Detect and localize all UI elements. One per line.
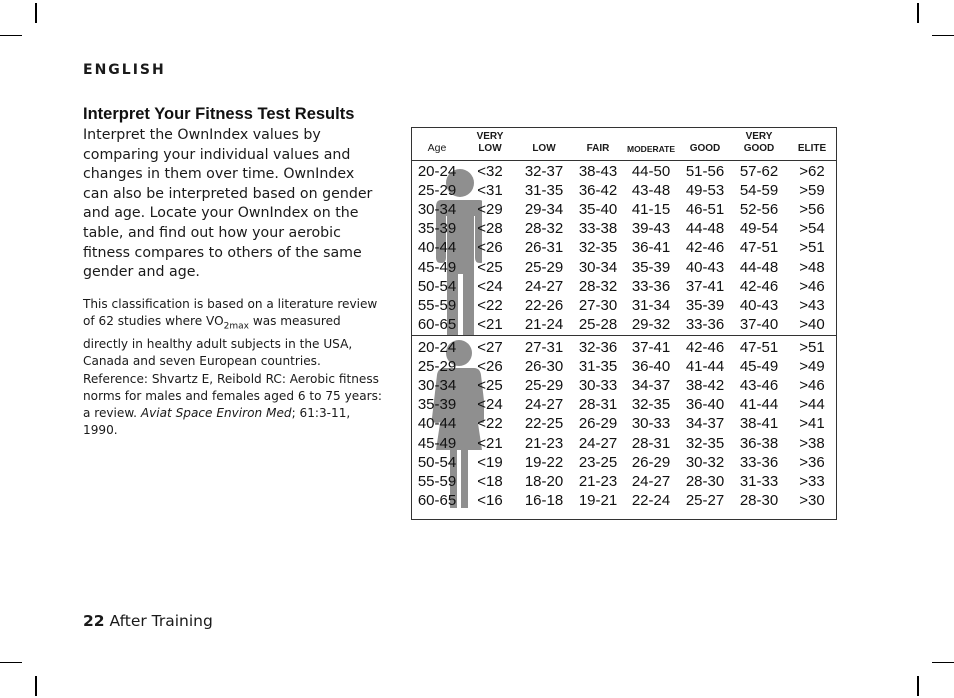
table-cell: 46-51 [685,201,725,219]
table-cell: 49-53 [685,182,725,200]
table-cell: 31-35 [524,182,564,200]
table-cell: 41-44 [739,396,779,414]
age-range-cell: 20-24 [417,163,457,180]
footer-section: After Training [109,612,213,630]
table-cell: 44-50 [631,163,671,180]
table-cell: >48 [799,258,825,276]
table-cell: 38-43 [578,163,618,180]
reference-note [83,296,383,440]
table-cell: 36-41 [631,239,671,257]
column-header [777,131,847,154]
table-cell: >33 [799,472,825,490]
table-cell: 31-35 [578,358,618,376]
age-range-cell: 25-29 [417,358,457,376]
table-cell: 41-44 [685,358,725,376]
crop-mark [932,662,954,663]
column-header-line-2: LOW [478,142,502,154]
crop-mark [917,676,919,696]
table-cell: 32-37 [524,163,564,180]
age-range-cell: 50-54 [417,453,457,471]
table-cell: 43-48 [631,182,671,200]
table-cell: <21 [477,315,503,333]
note-subscript: 2max [223,321,249,332]
page-heading: Interpret Your Fitness Test Results [83,105,355,123]
citation-end: ; 61:3-11, 1990. [83,406,351,438]
table-cell: 43-46 [739,377,779,395]
age-range-cell: 50-54 [417,277,457,295]
table-cell: 35-39 [685,296,725,314]
table-cell: 36-40 [685,396,725,414]
table-cell: >51 [799,339,825,356]
table-cell: 44-48 [685,220,725,238]
table-cell: 33-38 [578,220,618,238]
table-cell: <25 [477,258,503,276]
age-range-cell: 40-44 [417,239,457,257]
table-cell: 30-34 [578,258,618,276]
age-range-cell: 25-29 [417,182,457,200]
age-range-cell: 60-65 [417,315,457,333]
age-range-cell: 30-34 [417,201,457,219]
table-cell: >44 [799,396,825,414]
table-cell: 28-32 [524,220,564,238]
table-cell: 30-32 [685,453,725,471]
table-cell: 26-31 [524,239,564,257]
table-cell: <22 [477,296,503,314]
table-cell: 28-31 [578,396,618,414]
table-cell: 32-35 [631,396,671,414]
table-cell: >46 [799,277,825,295]
table-cell: >38 [799,434,825,452]
table-cell: <19 [477,453,503,471]
table-cell: 28-32 [578,277,618,295]
table-cell: >51 [799,239,825,257]
table-cell: 30-33 [631,415,671,433]
table-cell: <24 [477,277,503,295]
crop-mark [0,35,22,36]
column-header-line-1 [777,131,847,143]
age-range-cell: 60-65 [417,491,457,509]
column-header-line-2: ELITE [797,142,827,154]
table-cell: 26-29 [631,453,671,471]
table-cell: 28-30 [739,491,779,509]
table-cell: <21 [477,434,503,452]
age-range-cell: 35-39 [417,220,457,238]
table-cell: 22-25 [524,415,564,433]
table-cell: 16-18 [524,491,564,509]
table-cell: <22 [477,415,503,433]
journal-name: Aviat Space Environ Med [140,406,292,421]
table-cell: 33-36 [631,277,671,295]
table-cell: 36-40 [631,358,671,376]
table-cell: <27 [477,339,503,356]
column-header-line-2: GOOD [743,142,775,154]
column-header-line-2: LOW [532,142,556,154]
table-cell: >54 [799,220,825,238]
table-cell: <25 [477,377,503,395]
table-cell: <16 [477,491,503,509]
table-cell: 39-43 [631,220,671,238]
table-cell: <29 [477,201,503,219]
table-cell: <31 [477,182,503,200]
header-divider [412,160,836,161]
crop-mark [35,3,37,23]
table-cell: 18-20 [524,472,564,490]
column-header-line-2: FAIR [586,142,610,154]
table-cell: 54-59 [739,182,779,200]
table-cell: 40-43 [739,296,779,314]
note-part-1: This classification is based on a literature review of 62 studies where VO [83,297,378,329]
table-cell: 57-62 [739,163,779,180]
table-cell: 42-46 [739,277,779,295]
column-header-line-2: Age [427,141,447,154]
table-cell: 25-28 [578,315,618,333]
table-cell: 37-41 [631,339,671,356]
age-range-cell: 45-49 [417,434,457,452]
table-cell: >49 [799,358,825,376]
table-cell: 32-35 [685,434,725,452]
intro-paragraph: Interpret the OwnIndex values by comparing your individual values and changes in them over time. OwnIndex can also be interpreted based on gender and age. Locate your OwnIndex on the table, and find out how your aerobic fitness compares to others of the same gender and age. [83,127,373,281]
crop-mark [35,676,37,696]
table-cell: 47-51 [739,339,779,356]
section-label: ENGLISH [83,62,166,78]
table-cell: 24-27 [524,396,564,414]
table-cell: >30 [799,491,825,509]
table-cell: 36-38 [739,434,779,452]
table-cell: 41-15 [631,201,671,219]
age-range-cell: 35-39 [417,396,457,414]
table-cell: 31-33 [739,472,779,490]
table-cell: 26-30 [524,358,564,376]
age-range-cell: 20-24 [417,339,457,356]
age-range-cell: 40-44 [417,415,457,433]
table-cell: >43 [799,296,825,314]
table-cell: >40 [799,315,825,333]
table-cell: <24 [477,396,503,414]
table-cell: 34-37 [685,415,725,433]
table-cell: >62 [799,163,825,180]
column-header-line-1: VERY [476,131,504,142]
table-cell: <26 [477,239,503,257]
table-cell: 28-30 [685,472,725,490]
table-cell: 21-23 [578,472,618,490]
table-cell: <26 [477,358,503,376]
page-number: 22 [83,612,105,630]
table-cell: 26-29 [578,415,618,433]
table-cell: >36 [799,453,825,471]
table-cell: 38-41 [739,415,779,433]
table-cell: 21-23 [524,434,564,452]
table-cell: >46 [799,377,825,395]
table-cell: 30-33 [578,377,618,395]
gender-divider [412,335,836,336]
table-cell: >41 [799,415,825,433]
table-cell: <32 [477,163,503,180]
table-cell: 44-48 [739,258,779,276]
fitness-table [411,127,837,520]
table-cell: 49-54 [739,220,779,238]
table-cell: 32-36 [578,339,618,356]
table-cell: 27-30 [578,296,618,314]
table-cell: 31-34 [631,296,671,314]
table-cell: 42-46 [685,339,725,356]
table-cell: 37-40 [739,315,779,333]
table-cell: 25-27 [685,491,725,509]
table-cell: <28 [477,220,503,238]
table-cell: 28-31 [631,434,671,452]
table-cell: 24-27 [631,472,671,490]
table-cell: 24-27 [524,277,564,295]
table-cell: 38-42 [685,377,725,395]
column-header-line-2: MODERATE [626,144,675,154]
table-cell: 51-56 [685,163,725,180]
table-cell: 23-25 [578,453,618,471]
table-cell: 33-36 [685,315,725,333]
table-cell: 42-46 [685,239,725,257]
table-cell: 32-35 [578,239,618,257]
table-cell: 47-51 [739,239,779,257]
age-range-cell: 55-59 [417,472,457,490]
table-cell: 27-31 [524,339,564,356]
table-cell: 37-41 [685,277,725,295]
table-cell: 22-26 [524,296,564,314]
table-cell: <18 [477,472,503,490]
table-cell: 25-29 [524,377,564,395]
table-cell: 19-22 [524,453,564,471]
table-cell: 34-37 [631,377,671,395]
table-cell: 22-24 [631,491,671,509]
table-cell: 40-43 [685,258,725,276]
table-cell: 29-34 [524,201,564,219]
table-cell: 29-32 [631,315,671,333]
column-header-line-1: VERY [745,131,773,142]
table-cell: 35-39 [631,258,671,276]
table-cell: 33-36 [739,453,779,471]
column-header-line-2: GOOD [689,142,721,154]
note-part-2: was measured directly in healthy adult subjects in the USA, Canada and seven European countries. Reference: Shvartz E, Reibold RC: Aerobic fitness norms for males and females aged 6 to 75 years: a review. [83,314,382,421]
table-cell: 21-24 [524,315,564,333]
table-cell: 24-27 [578,434,618,452]
table-cell: 45-49 [739,358,779,376]
age-range-cell: 55-59 [417,296,457,314]
table-cell: >56 [799,201,825,219]
table-cell: 36-42 [578,182,618,200]
age-range-cell: 30-34 [417,377,457,395]
table-cell: >59 [799,182,825,200]
table-cell: 52-56 [739,201,779,219]
crop-mark [917,3,919,23]
crop-mark [0,662,22,663]
table-cell: 35-40 [578,201,618,219]
table-cell: 19-21 [578,491,618,509]
table-cell: 25-29 [524,258,564,276]
page-footer [83,612,213,630]
age-range-cell: 45-49 [417,258,457,276]
crop-mark [932,35,954,36]
